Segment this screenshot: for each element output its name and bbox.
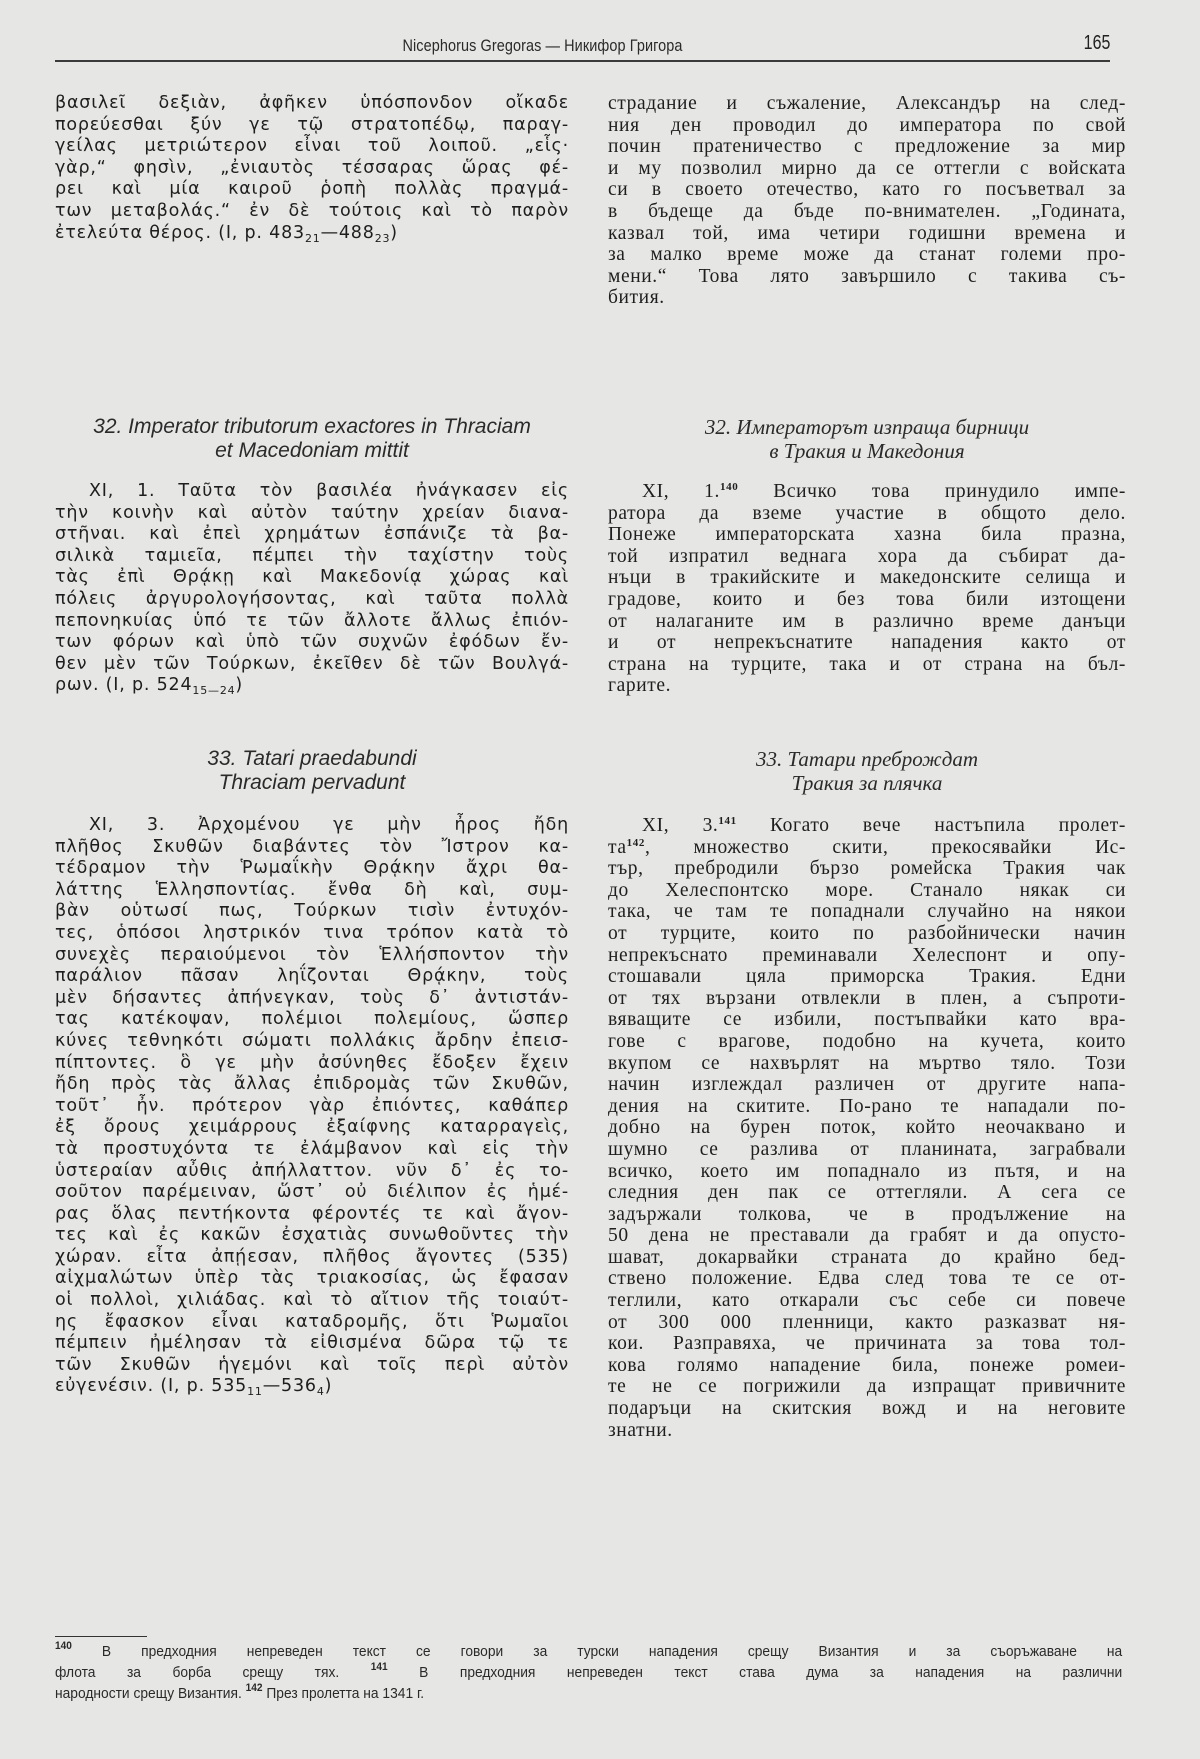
text-line: πόλεις ἀργυρολογήσοντας, καὶ ταῦτα πολλὰ (55, 588, 569, 609)
text-line: те не се погрижили да изпращат привичните (608, 1376, 1126, 1398)
text-line: всичко, което им попаднало из пътя, и на (608, 1160, 1126, 1182)
bulgarian-section-32-lines (608, 503, 1126, 676)
bulgarian-section-32-last-line: гарите. (608, 675, 672, 697)
text-line: συνεχὲς περαιούμενοι τὸν Ἑλλήσποντον τὴν (55, 944, 569, 965)
footnote-142: народности срещу Византия. $^{142}$ През пролетта на 1341 г. (55, 1682, 425, 1702)
text-line: ствено положение. Едва след това те се от- (608, 1268, 1126, 1290)
text-line: θεν μὲν τῶν Τούρκων, ἐκεῖθεν δὲ τῶν Βουλγά- (55, 653, 569, 674)
text-line: πεπονηκυίας ὑπό τε τῶν ἄλλοτε ἄλλως ἐπιόν- (55, 610, 569, 631)
text-line: шумно се разлива от планината, заграбвали (608, 1138, 1126, 1160)
text-line: πορεύεσθαι ξύν γε τῷ στρατοπέδῳ, παραγ- (55, 114, 569, 135)
text-line: си в своето отечество, като го посъветвал за (608, 179, 1126, 201)
text-line: кои. Разправяха, че причината за това тол- (608, 1333, 1126, 1355)
greek-section-33-lines (55, 815, 569, 1376)
text-line: βασιλεῖ δεξιὰν, ἀφῆκεν ὑπόσπονδον οἴκαδε (55, 93, 569, 113)
bulgarian-continuation-lines (608, 93, 1126, 287)
text-line: ἐξ ὄρους χειμάρρους ἐξαίφνης καταρραγεὶς, (55, 1117, 569, 1138)
greek-section-33-last-line: εὐγενέσιν. (I, p. $535_{11}—536_4$) (55, 1376, 333, 1399)
text-line: ης ἔφασκον εἶναι καταδρομῆς, ὅτι Ῥωμαῖοι (55, 1311, 569, 1332)
bulgarian-section-33-second-line: $та^{142}$, множество скити, прекосявайки Ис- (608, 836, 1126, 858)
text-line: кова голямо нападение била, понеже ромеи- (608, 1354, 1126, 1376)
bulgarian-section-32-heading: 32. Императорът изпраща бирници в Тракия и Македония (704, 415, 1030, 463)
footnote-ref-140[interactable]: 140 (720, 481, 739, 493)
greek-section-33 (55, 747, 569, 1398)
text-line: τέδραμον τὴν Ῥωμαΐκὴν Θρᾴκην ἄχρι θα- (55, 858, 569, 879)
text-line: XI, 1. Ταῦτα τὸν βασιλέα ἠνάγκασεν εἰς (89, 481, 569, 501)
footnote-rule (55, 1636, 147, 1637)
text-line: задържали толкова, че в продължение на (608, 1203, 1126, 1225)
text-line: от налаганите им в различно време данъци (608, 610, 1126, 632)
bulgarian-continuation (608, 93, 1126, 309)
greek-section-32-last-line: ρων. (I, p. $524_{15—24}$) (55, 675, 244, 698)
text-line: τὴν κοινὴν καὶ αὐτὸν ταύτην χρείαν διανα- (55, 502, 569, 523)
text-line: στῆναι. καὶ ἐπεὶ χρημάτων ἐσπάνιζε τὰ βα- (55, 524, 569, 545)
text-line: βὰν οὑτωσί πως, Τούρκων τισὶν ἐντυχόν- (55, 901, 569, 922)
header-rule (55, 60, 1110, 62)
text-line: τες, ὁπόσοι ληστρικόν τινα τρόπον κατὰ τὸ (55, 922, 569, 943)
text-line: шават, докарвайки страната до крайно бед- (608, 1246, 1126, 1268)
text-line: παράλιον πᾶσαν ληΐζονται Θρᾴκην, τοὺς (55, 966, 569, 987)
text-line: и му позволил мирно да се оттегли с войската (608, 157, 1126, 179)
text-line: почин пратеничество с предложение за мир (608, 136, 1126, 158)
text-line: следния ден пак се оттегляли. А сега се (608, 1182, 1126, 1204)
footnote-140: $^{140}$ В предходния непреведен текст се говори за турски нападения срещу Византия и за съоръжаване на (55, 1640, 1123, 1660)
text-line: ρας ὅλας πεντήκοντα φέροντές τε καὶ ἄγον- (55, 1203, 569, 1224)
text-line: стошавали цяла приморска Тракия. Едни (608, 966, 1126, 988)
text-line: τὰ προστυχόντα τε ἐλάμβανον καὶ εἰς τὴν (55, 1138, 569, 1159)
text-line: добно на бурен поток, който неочаквано и (608, 1117, 1126, 1139)
text-line: тър, пребродили бързо ромейска Тракия чак (608, 858, 1126, 880)
greek-section-33-heading: 33. Tatari praedabundi Thraciam pervadunt (207, 747, 417, 794)
text-line: начин изглеждал различен от другите напа- (608, 1074, 1126, 1096)
text-line: страна на турците, така и от страна на бъл- (608, 653, 1126, 675)
text-line: ὑστεραίαν αὖθις ἀπήλλαττον. νῦν δ᾽ ἐς το- (55, 1160, 569, 1181)
text-line: непрекъснато преминавали Хелеспонт и опу- (608, 944, 1126, 966)
text-line: των φόρων καὶ ὑπὸ τῶν συχνῶν ἐφόδων ἔν- (55, 632, 569, 653)
bulgarian-section-32-first-line: XI, 1.$^{140}$ Всичко това принудило импе- (642, 481, 1126, 502)
text-line: до Хелеспонтско море. Станало някак си (608, 879, 1126, 901)
bulgarian-section-33-heading: 33. Татари преброждат Тракия за плячка (756, 747, 978, 795)
text-line: ратора да вземе участие в общото дело. (608, 502, 1126, 524)
text-line: ἤδη πρὸς τὰς ἄλλας ἐπιδρομὰς τῶν Σκυθῶν, (55, 1074, 569, 1095)
footnote-141: флота за борба срещу тях. $^{141}$ В предходния непреведен текст става дума за нападения на различни (55, 1661, 1123, 1681)
text-line: τοῦτ᾽ ἦν. πρότερον γὰρ ἐπιόντες, καθάπερ (55, 1095, 569, 1116)
text-line: така, че там те попаднали случайно на някои (608, 901, 1126, 923)
text-line: подаръци на скитския вожд и на неговите (608, 1398, 1126, 1420)
text-line: χώραν. εἶτα ἀπῄεσαν, πλῆθος ἄγοντες (535) (55, 1246, 569, 1267)
text-line: 50 дена не преставали да грабят и да опусто- (608, 1225, 1126, 1247)
bulgarian-section-33-first-line: XI, 3.$^{141}$ Когато вече настъпила пролет- (642, 815, 1126, 836)
text-line: гове с врагове, подобно на кучета, които (608, 1030, 1126, 1052)
text-line: τὰς ἐπὶ Θρᾴκῃ καὶ Μακεδονίᾳ χώρας καὶ (55, 567, 569, 588)
text-line: αἰχμαλώτων ὑπὲρ τὰς τριακοσίας, ὡς ἔφασαν (55, 1268, 569, 1289)
text-line: за малко време може да станат големи про- (608, 244, 1126, 266)
text-line: казвал той, има четири годишни времена и (608, 222, 1126, 244)
greek-continuation-last-line: ἐτελεύτα θέρος. (I, p. $483_{21}—488_{23}$) (55, 222, 398, 245)
text-line: той изпратил веднага хора да събират да- (608, 545, 1126, 567)
text-line: теглили, като откарали със себе си повече (608, 1290, 1126, 1312)
bulgarian-section-32 (608, 415, 1126, 697)
text-line: в бъдеще да бъде по-внимателен. „Годината, (608, 200, 1126, 222)
text-line: των μεταβολάς.“ ἐν δὲ τούτοις καὶ τὸ παρὸν (55, 200, 569, 221)
bulgarian-section-33 (608, 747, 1126, 1441)
text-line: μὲν δήσαντες ἀπήνεγκαν, τοὺς δ᾽ ἀντιστάν- (55, 987, 569, 1008)
running-title: Nicephorus Gregoras — Никифор Григора (402, 36, 683, 55)
text-line: γὰρ,“ φησὶν, „ἐνιαυτὸς τέσσαρας ὥρας φέ- (55, 157, 569, 178)
text-line: τας κατέκοψαν, πολέμιοι πολεμίους, ὥσπερ (55, 1009, 569, 1030)
text-line: γείλας μετριώτερον εἶναι τοῦ λοιποῦ. „εἷς· (55, 136, 569, 157)
greek-section-32 (55, 415, 569, 697)
text-line: ρει καὶ μία καιροῦ ῥοπὴ πολλὰς πραγμά- (55, 179, 569, 200)
bulgarian-continuation-last-line: бития. (608, 287, 665, 309)
text-line: τῶν Σκυθῶν ἡγεμόνι καὶ τοῖς περὶ αὐτὸν (55, 1354, 569, 1375)
text-line: οἱ πολλοὶ, χιλιάδας. καὶ τὸ αἴτιον τῆς τοιαύτ- (55, 1290, 569, 1311)
text-line: от тях вързани отвлекли в плен, а съпроти- (608, 987, 1126, 1009)
bulgarian-section-33-last-line: знатни. (608, 1419, 673, 1441)
text-line: σιλικὰ ταμιεῖα, πέμπει τὴν ταχίστην τοὺς (55, 545, 569, 566)
footnote-ref-141[interactable]: 141 (718, 815, 737, 827)
text-line: λάττης Ἑλλησποντίας. ἔνθα δὴ καὶ, συμ- (55, 879, 569, 900)
text-line: πέμπειν ἠμέλησαν τὰ εἰθισμένα δῶρα τῷ τε (55, 1333, 569, 1354)
text-line: XI, 3. Ἀρχομένου γε μὴν ἦρος ἤδη (89, 815, 569, 835)
greek-section-32-lines (55, 481, 569, 675)
text-line: дения на скитите. По-рано те нападали по- (608, 1095, 1126, 1117)
text-line: мени.“ Това лято завършило с такива съ- (608, 265, 1126, 287)
text-line: от турците, които по разбойнически начин (608, 922, 1126, 944)
text-line: и от непрекъснатите нападения както от (608, 632, 1126, 654)
text-line: τες καὶ ἐς κακῶν ἐσχατιὰς συνωθοῦντες τὴν (55, 1225, 569, 1246)
text-line: вкупом се нахвърлят на мъртво тяло. Този (608, 1052, 1126, 1074)
text-line: от 300 000 пленници, както разказват ня- (608, 1311, 1126, 1333)
text-line: σοῦτον παρέμειναν, ὥστ᾽ οὐ διέλιπον ἐς ἡμέ- (55, 1182, 569, 1203)
footnote-ref-142[interactable]: 142 (626, 836, 645, 849)
bulgarian-section-33-lines (608, 858, 1126, 1419)
text-line: страдание и съжаление, Александър на след- (608, 93, 1126, 114)
page-number: 165 (1083, 32, 1110, 54)
text-line: πλῆθος Σκυθῶν διαβάντες τὸν Ἴστρον κα- (55, 836, 569, 857)
text-line: нъци в тракийските и македонските селища и (608, 567, 1126, 589)
running-header (55, 30, 1110, 66)
text-line: градове, които и без това били изтощени (608, 588, 1126, 610)
greek-section-32-heading: 32. Imperator tributorum exactores in Thraciam et Macedoniam mittit (93, 415, 531, 462)
text-line: Понеже императорската хазна била празна, (608, 524, 1126, 546)
greek-continuation-lines (55, 93, 569, 223)
text-line: πίπτοντες. ὃ γε μὴν ἀσύνηθες ἔδοξεν ἔχειν (55, 1052, 569, 1073)
text-line: ния ден проводил до императора по свой (608, 114, 1126, 136)
text-line: вяващите се избили, постъпвайки като вра- (608, 1009, 1126, 1031)
greek-continuation (55, 93, 569, 244)
footnotes (55, 1641, 1123, 1704)
text-line: κύνες τεθνηκότι σώματι πολλάκις ἄρδην ἐπεισ- (55, 1030, 569, 1051)
